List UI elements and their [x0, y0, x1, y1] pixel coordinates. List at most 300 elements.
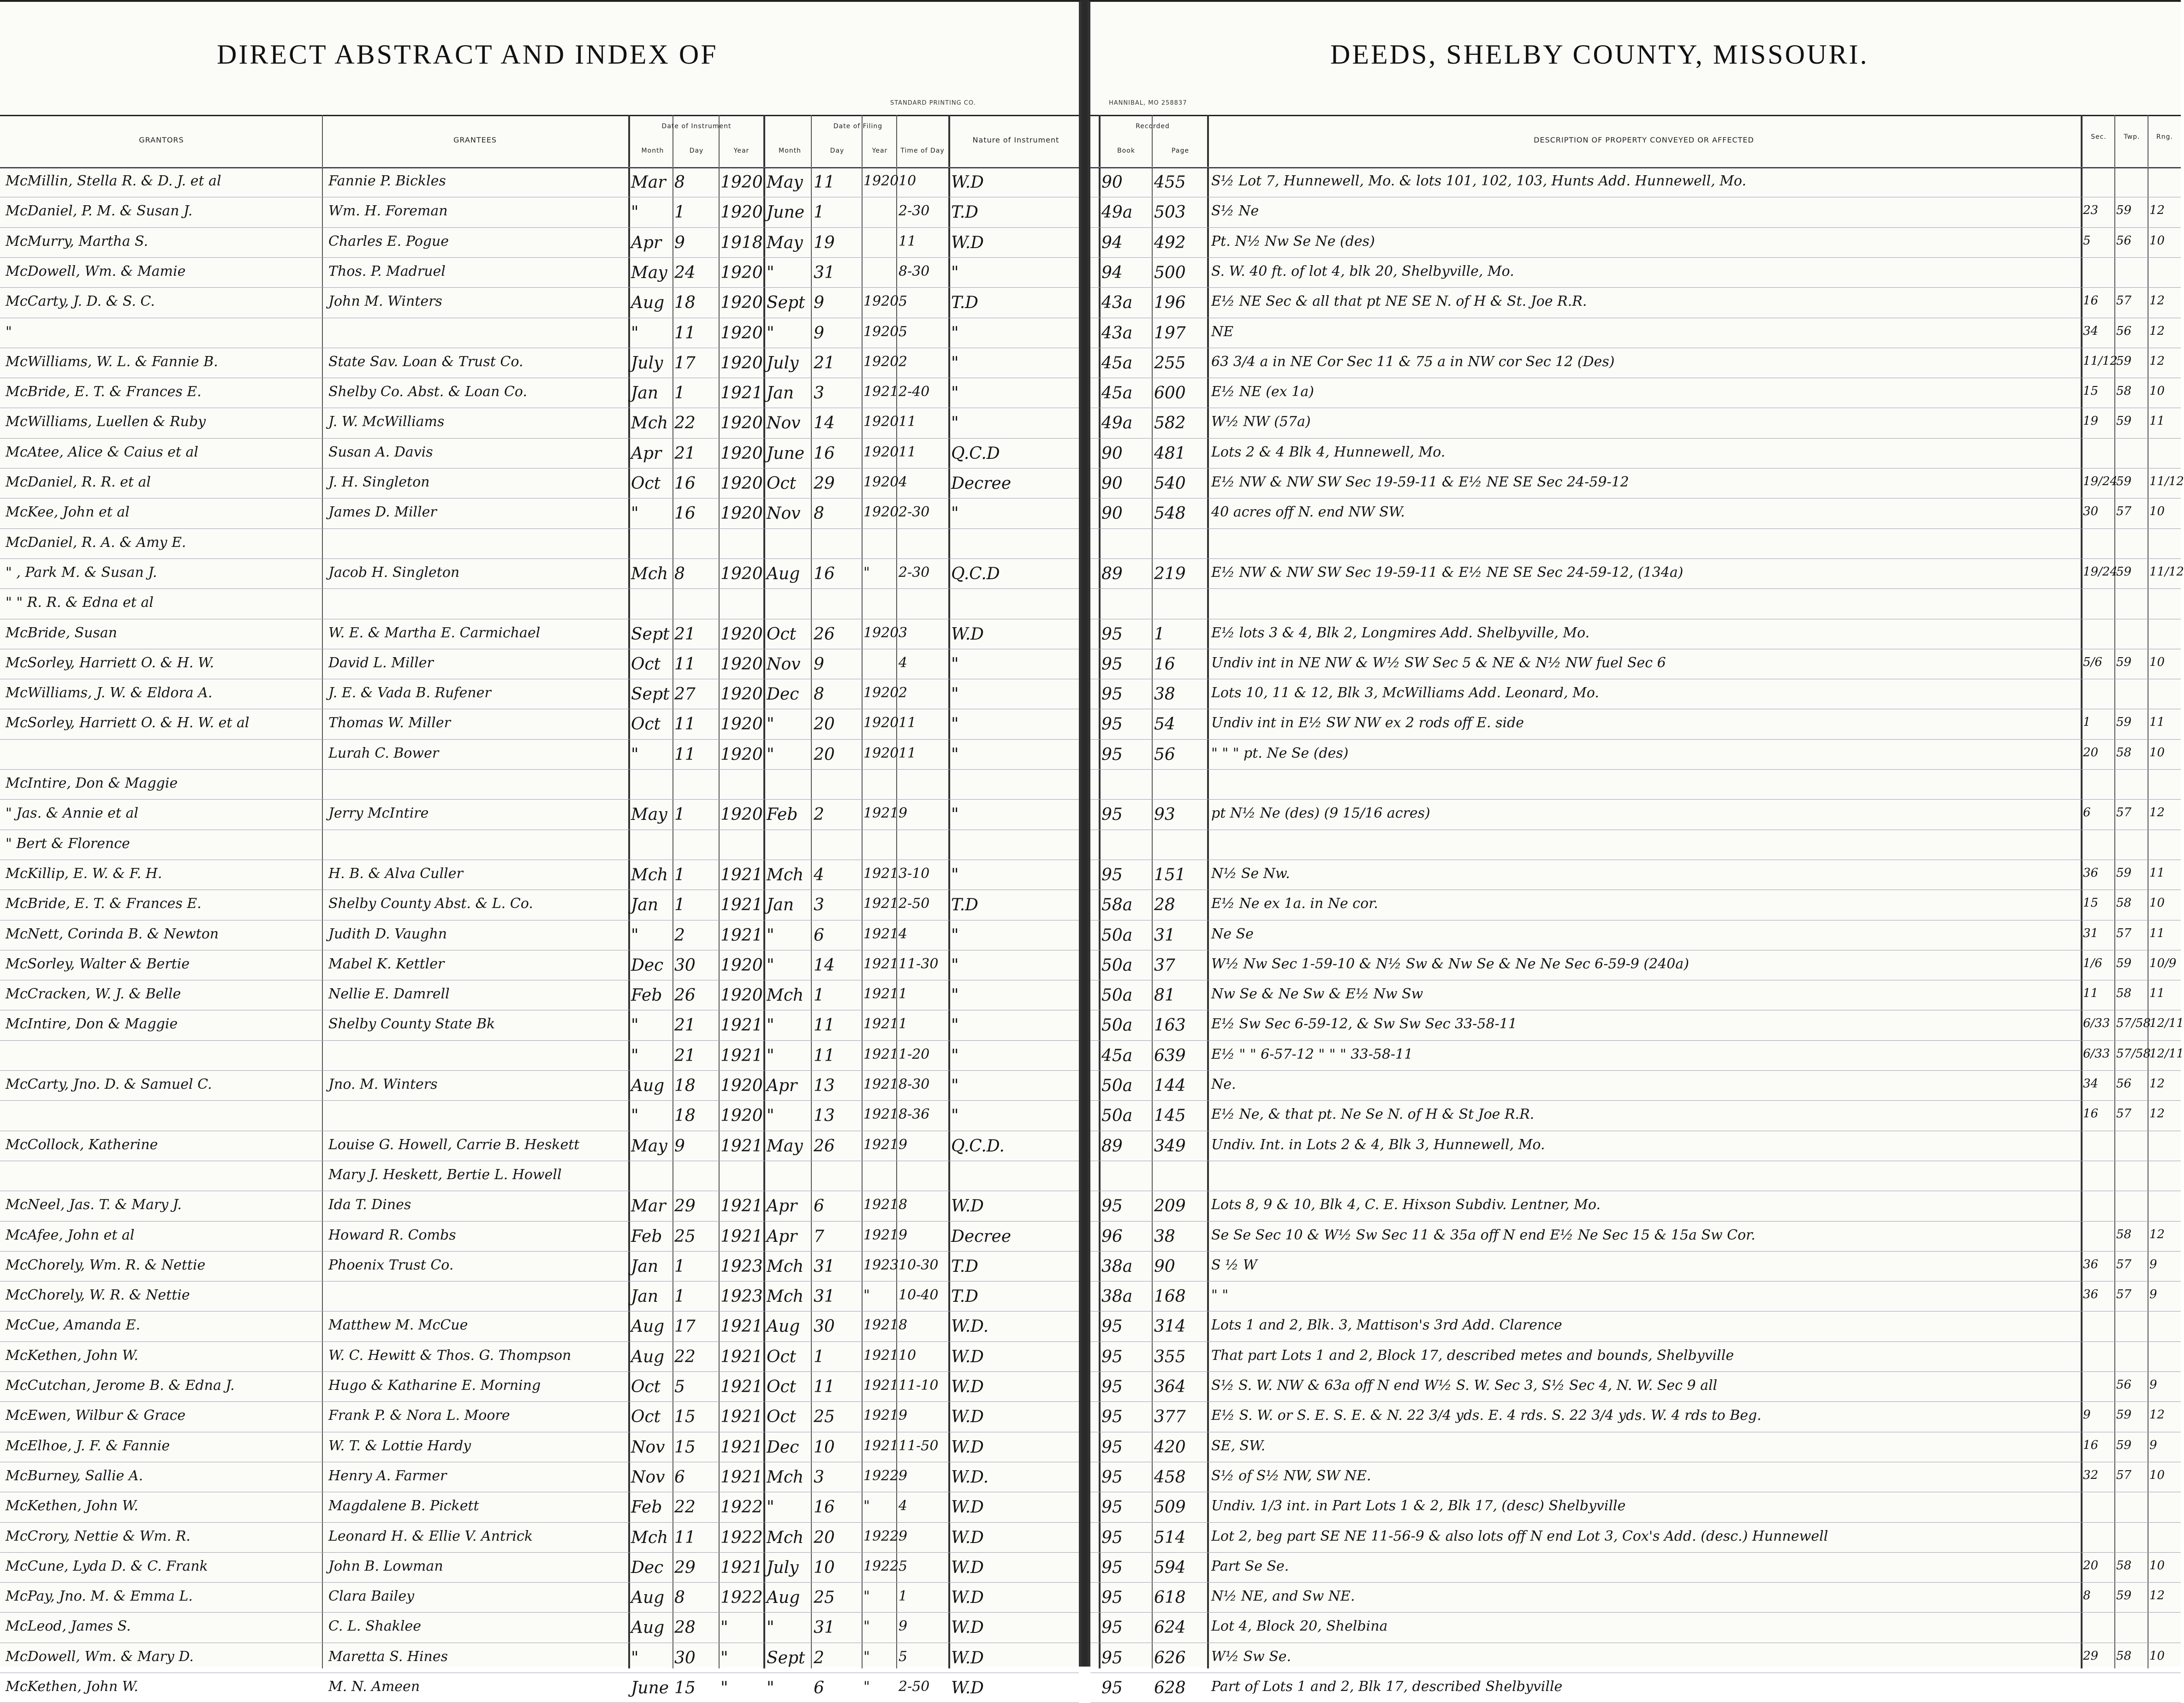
page-cell: 168	[1154, 1287, 1186, 1306]
twp-cell: 59	[2116, 354, 2132, 368]
instrument-month-cell: Mch	[631, 1528, 668, 1547]
grantee-cell: Mary J. Heskett, Bertie L. Howell	[328, 1167, 562, 1183]
twp-cell: 57	[2116, 1107, 2132, 1121]
instrument-year-cell: 1920	[720, 474, 763, 493]
nature-cell: "	[951, 504, 959, 523]
grantor-cell: McAtee, Alice & Caius et al	[6, 444, 198, 460]
nature-cell: T.D	[951, 293, 979, 312]
ruled-line	[1090, 588, 2181, 589]
nature-cell: Decree	[951, 474, 1012, 493]
book-cell: 95	[1101, 1438, 1123, 1457]
grantee-cell: Hugo & Katharine E. Morning	[328, 1377, 541, 1394]
ruled-line	[1090, 1100, 2181, 1101]
book-cell: 58a	[1101, 896, 1133, 914]
grantor-cell: McCarty, Jno. D. & Samuel C.	[6, 1076, 212, 1092]
filing-month-cell: Dec	[767, 685, 799, 704]
instrument-year-cell: 1920	[720, 293, 763, 312]
description-cell: Lots 1 and 2, Blk. 3, Mattison's 3rd Add. Clarence	[1211, 1317, 1562, 1333]
filing-year-cell: 1921	[863, 1227, 899, 1243]
description-cell: E½ " " 6-57-12 " " " 33-58-11	[1211, 1046, 1413, 1062]
time-of-day-cell: 11-50	[899, 1438, 939, 1454]
instrument-month-cell: Aug	[631, 1618, 665, 1637]
ruled-line	[1090, 438, 2181, 439]
instrument-day-cell: 30	[674, 1649, 696, 1667]
nature-cell: Decree	[951, 1227, 1012, 1246]
ruled-line	[1090, 1522, 2181, 1523]
page-cell: 197	[1154, 324, 1186, 343]
grantee-cell: C. L. Shaklee	[328, 1618, 421, 1634]
instrument-year-cell: 1921	[720, 1046, 763, 1065]
instrument-year-cell: 1921	[720, 1468, 763, 1487]
rng-cell: 12	[2149, 354, 2165, 368]
instrument-month-cell: Dec	[631, 956, 664, 975]
instrument-day-cell: 27	[674, 685, 696, 704]
filing-day-cell: 6	[814, 926, 824, 945]
filing-day-cell: 11	[814, 1377, 835, 1396]
book-cell: 50a	[1101, 1076, 1133, 1095]
rng-cell: 10/9	[2149, 956, 2177, 970]
instrument-month-cell: "	[631, 926, 639, 945]
page-cell: 455	[1154, 173, 1186, 192]
description-cell: NE	[1211, 324, 1234, 340]
filing-day-cell: 30	[814, 1317, 835, 1336]
filing-month-cell: "	[767, 1046, 774, 1065]
filing-month-cell: Oct	[767, 474, 797, 493]
filing-year-cell: 1921	[863, 805, 899, 821]
grantor-cell: McKee, John et al	[6, 504, 130, 520]
filing-day-cell: 20	[814, 1528, 835, 1547]
time-of-day-cell: 8-30	[899, 1076, 930, 1092]
book-cell: 95	[1101, 1347, 1123, 1366]
ruled-line	[1090, 769, 2181, 770]
page-cell: 37	[1154, 956, 1175, 975]
filing-year-cell: 1920	[863, 625, 899, 641]
filing-month-cell: Aug	[767, 1588, 800, 1607]
twp-cell: 57	[2116, 504, 2132, 518]
rng-cell: 10	[2149, 896, 2165, 910]
book-cell: 95	[1101, 685, 1123, 704]
ruled-line	[1090, 1612, 2181, 1613]
time-of-day-cell: 2-40	[899, 384, 930, 400]
grantee-cell: Jacob H. Singleton	[328, 564, 460, 581]
ruled-line	[1090, 1221, 2181, 1222]
sec-cell: 5/6	[2083, 655, 2102, 669]
description-cell: Undiv int in E½ SW NW ex 2 rods off E. side	[1211, 715, 1524, 731]
instrument-month-cell: May	[631, 805, 667, 824]
filing-month-cell: Mch	[767, 866, 804, 884]
filing-month-cell: Nov	[767, 504, 801, 523]
ruled-line	[0, 257, 1079, 258]
nature-cell: W.D	[951, 625, 984, 644]
grantor-cell: McSorley, Harriett O. & H. W.	[6, 655, 214, 671]
description-cell: E½ NE (ex 1a)	[1211, 384, 1314, 400]
sec-cell: 1	[2083, 715, 2091, 729]
page-cell: 540	[1154, 474, 1186, 493]
rng-cell: 10	[2149, 1468, 2165, 1482]
sec-cell: 11	[2083, 986, 2099, 1000]
page-cell: 151	[1154, 866, 1186, 884]
page-cell: 639	[1154, 1046, 1186, 1065]
page-cell: 594	[1154, 1558, 1186, 1577]
description-cell: That part Lots 1 and 2, Block 17, described metes and bounds, Shelbyville	[1211, 1347, 1734, 1364]
nature-cell: "	[951, 324, 959, 343]
description-cell: Lots 8, 9 & 10, Blk 4, C. E. Hixson Subdiv. Lentner, Mo.	[1211, 1197, 1601, 1213]
ruled-line	[0, 528, 1079, 529]
book-cell: 95	[1101, 1558, 1123, 1577]
nature-cell: T.D	[951, 1257, 979, 1276]
instrument-year-cell: 1920	[720, 504, 763, 523]
sec-cell: 19/24	[2083, 565, 2118, 579]
grantor-cell: "	[6, 324, 12, 340]
time-of-day-cell: 8-36	[899, 1106, 930, 1122]
inst-month-header: Month	[641, 147, 664, 154]
instrument-day-cell: 11	[674, 715, 696, 734]
time-of-day-header: Time of Day	[900, 147, 945, 154]
filing-year-cell: 1920	[863, 293, 899, 309]
book-cell: 96	[1101, 1227, 1123, 1246]
instrument-year-cell: 1918	[720, 233, 763, 252]
filing-year-cell: "	[863, 1679, 870, 1695]
filing-month-cell: Aug	[767, 1317, 800, 1336]
description-cell: SE, SW.	[1211, 1438, 1266, 1454]
ruled-line	[1090, 287, 2181, 288]
book-cell: 95	[1101, 805, 1123, 824]
instrument-year-cell: 1922	[720, 1498, 763, 1517]
date-filing-header: Date of Filing	[833, 123, 883, 130]
description-cell: Lot 2, beg part SE NE 11-56-9 & also lots off N end Lot 3, Cox's Add. (desc.) Hunnewell	[1211, 1528, 1828, 1544]
twp-cell: 56	[2116, 234, 2132, 248]
nature-cell: W.D.	[951, 1468, 989, 1487]
filing-year-cell: 1921	[863, 1076, 899, 1092]
page-cell: 458	[1154, 1468, 1186, 1487]
time-of-day-cell: 9	[899, 1227, 908, 1243]
grantee-cell: Susan A. Davis	[328, 444, 433, 460]
filing-day-cell: 3	[814, 896, 824, 914]
description-cell: " "	[1211, 1287, 1229, 1303]
instrument-year-cell: 1920	[720, 745, 763, 764]
description-cell: E½ Sw Sec 6-59-12, & Sw Sw Sec 33-58-11	[1211, 1016, 1517, 1032]
description-cell: Undiv int in NE NW & W½ SW Sec 5 & NE & N½ NW fuel Sec 6	[1211, 655, 1666, 671]
filing-month-cell: Oct	[767, 1377, 797, 1396]
twp-cell: 59	[2116, 475, 2132, 488]
instrument-month-cell: Mch	[631, 564, 668, 583]
filing-year-cell: "	[863, 1498, 870, 1514]
ruled-line	[1090, 468, 2181, 469]
grantor-cell: McChorely, Wm. R. & Nettie	[6, 1257, 206, 1273]
filing-year-cell: 1920	[863, 354, 899, 370]
rng-cell: 11/12	[2149, 475, 2184, 488]
filing-month-cell: Mch	[767, 1257, 804, 1276]
time-of-day-cell: 2-50	[899, 1679, 930, 1695]
filing-year-cell: 1921	[863, 1347, 899, 1364]
filing-day-cell: 21	[814, 354, 835, 373]
ruled-line	[1090, 528, 2181, 529]
filing-day-cell: 2	[814, 1649, 824, 1667]
instrument-day-cell: 1	[674, 203, 685, 222]
filing-year-cell: 1920	[863, 745, 899, 761]
instrument-year-cell: 1921	[720, 1407, 763, 1426]
sec-cell: 15	[2083, 384, 2099, 398]
instrument-month-cell: "	[631, 324, 639, 343]
instrument-year-cell: 1921	[720, 1377, 763, 1396]
time-of-day-cell: 1-20	[899, 1046, 930, 1062]
filing-year-cell: 1921	[863, 1197, 899, 1213]
filing-day-cell: 2	[814, 805, 824, 824]
twp-cell: 58	[2116, 896, 2132, 910]
sec-cell: 6/33	[2083, 1016, 2110, 1030]
filing-year-cell: 1920	[863, 444, 899, 460]
description-cell: S. W. 40 ft. of lot 4, blk 20, Shelbyville, Mo.	[1211, 263, 1514, 279]
nature-cell: T.D	[951, 203, 979, 222]
description-cell: S ½ W	[1211, 1257, 1257, 1273]
page-cell: 548	[1154, 504, 1186, 523]
instrument-year-cell: 1920	[720, 986, 763, 1005]
filing-month-cell: Mch	[767, 986, 804, 1005]
ruled-line	[1090, 227, 2181, 228]
filing-year-cell: 1920	[863, 504, 899, 520]
nature-cell: "	[951, 745, 959, 764]
page-cell: 582	[1154, 414, 1186, 433]
nature-cell: W.D	[951, 1498, 984, 1517]
instrument-year-cell: 1922	[720, 1528, 763, 1547]
time-of-day-cell: 4	[899, 926, 908, 942]
description-cell: E½ NW & NW SW Sec 19-59-11 & E½ NE SE Sec 24-59-12	[1211, 474, 1629, 490]
ruled-line	[0, 1100, 1079, 1101]
grantee-cell: Wm. H. Foreman	[328, 203, 448, 219]
time-of-day-cell: 11	[899, 745, 916, 761]
nature-cell: Q.C.D	[951, 444, 1000, 463]
sec-cell: 20	[2083, 746, 2099, 760]
description-cell: S½ of S½ NW, SW NE.	[1211, 1468, 1371, 1484]
filing-year-cell: "	[863, 1618, 870, 1634]
instrument-day-cell: 9	[674, 1137, 685, 1156]
filing-month-cell: June	[767, 203, 805, 222]
grantee-cell: H. B. & Alva Culler	[328, 866, 463, 882]
filing-month-cell: "	[767, 1106, 774, 1125]
nature-cell: "	[951, 866, 959, 884]
time-of-day-cell: 9	[899, 805, 908, 821]
instrument-month-cell: Jan	[631, 896, 659, 914]
filing-year-cell: "	[863, 564, 870, 581]
instrument-day-cell: 28	[674, 1618, 696, 1637]
instrument-day-cell: 22	[674, 1347, 696, 1366]
page-cell: 600	[1154, 384, 1186, 403]
instrument-year-cell: 1921	[720, 896, 763, 914]
nature-cell: W.D	[951, 1649, 984, 1667]
filing-month-cell: June	[767, 444, 805, 463]
twp-cell: 59	[2116, 1589, 2132, 1602]
description-cell: Pt. N½ Nw Se Ne (des)	[1211, 233, 1375, 249]
description-cell: Lot 4, Block 20, Shelbina	[1211, 1618, 1388, 1634]
grantor-cell: McCue, Amanda E.	[6, 1317, 141, 1333]
page-cell: 500	[1154, 263, 1186, 282]
nature-cell: "	[951, 384, 959, 403]
book-cell: 95	[1101, 1468, 1123, 1487]
sec-cell: 36	[2083, 1258, 2099, 1271]
grantee-cell: Henry A. Farmer	[328, 1468, 447, 1484]
filing-month-cell: May	[767, 233, 803, 252]
filing-month-cell: "	[767, 1498, 774, 1517]
instrument-year-cell: 1922	[720, 1588, 763, 1607]
book-cell: 95	[1101, 715, 1123, 734]
filing-day-cell: 6	[814, 1679, 824, 1697]
instrument-month-cell: Aug	[631, 1347, 665, 1366]
filing-year-cell: 1921	[863, 956, 899, 972]
instrument-day-cell: 9	[674, 233, 685, 252]
instrument-month-cell: June	[631, 1679, 669, 1697]
grantee-cell: David L. Miller	[328, 655, 434, 671]
page-cell: 56	[1154, 745, 1175, 764]
twp-cell: 59	[2116, 715, 2132, 729]
nature-cell: "	[951, 805, 959, 824]
filing-day-cell: 16	[814, 444, 835, 463]
twp-cell: 58	[2116, 1559, 2132, 1572]
filing-month-cell: July	[767, 1558, 799, 1577]
grantor-cell: McBride, E. T. & Frances E.	[6, 896, 202, 912]
book-cell: 94	[1101, 263, 1123, 282]
time-of-day-cell: 11-30	[899, 956, 939, 972]
instrument-month-cell: "	[631, 1649, 639, 1667]
twp-cell: 57	[2116, 1258, 2132, 1271]
grantor-cell: McIntire, Don & Maggie	[6, 1016, 178, 1032]
instrument-year-cell: 1920	[720, 173, 763, 192]
instrument-day-cell: 30	[674, 956, 696, 975]
book-cell: 95	[1101, 1317, 1123, 1336]
instrument-month-cell: "	[631, 504, 639, 523]
time-of-day-cell: 2-50	[899, 896, 930, 912]
nature-cell: W.D	[951, 1407, 984, 1426]
ruled-line	[1090, 1341, 2181, 1342]
instrument-month-cell: "	[631, 1106, 639, 1125]
filing-year-cell: 1921	[863, 1438, 899, 1454]
description-cell: Undiv. 1/3 int. in Part Lots 1 & 2, Blk 17, (desc) Shelbyville	[1211, 1498, 1626, 1514]
time-of-day-cell: 4	[899, 474, 908, 490]
left-page	[0, 0, 1082, 1697]
file-month-header: Month	[779, 147, 801, 154]
filing-day-cell: 14	[814, 414, 835, 433]
instrument-day-cell: 16	[674, 474, 696, 493]
description-cell: 63 3/4 a in NE Cor Sec 11 & 75 a in NW cor Sec 12 (Des)	[1211, 354, 1615, 370]
grantee-cell: John B. Lowman	[328, 1558, 443, 1574]
page-cell: 377	[1154, 1407, 1186, 1426]
grantee-cell: Fannie P. Bickles	[328, 173, 446, 189]
grantee-cell: James D. Miller	[328, 504, 437, 520]
time-of-day-cell: 11-10	[899, 1377, 939, 1394]
instrument-day-cell: 2	[674, 926, 685, 945]
instrument-month-cell: Feb	[631, 1498, 662, 1517]
grantor-cell: McCarty, J. D. & S. C.	[6, 293, 155, 309]
filing-month-cell: Mch	[767, 1468, 804, 1487]
filing-year-cell: "	[863, 1649, 870, 1665]
rng-cell: 11	[2149, 926, 2165, 940]
instrument-year-cell: 1920	[720, 715, 763, 734]
ruled-line	[0, 739, 1079, 740]
instrument-month-cell: "	[631, 1016, 639, 1035]
description-cell: Part Se Se.	[1211, 1558, 1289, 1574]
filing-day-cell: 25	[814, 1407, 835, 1426]
filing-year-cell: 1922	[863, 1468, 899, 1484]
ruled-line	[0, 1371, 1079, 1372]
page-cell: 16	[1154, 655, 1175, 674]
instrument-year-cell: 1920	[720, 1106, 763, 1125]
left-page-title: DIRECT ABSTRACT AND INDEX OF	[217, 39, 718, 70]
nature-cell: W.D.	[951, 1317, 989, 1336]
grantee-cell: Nellie E. Damrell	[328, 986, 450, 1002]
instrument-day-cell: 1	[674, 1287, 685, 1306]
instrument-day-cell: 21	[674, 444, 696, 463]
rng-cell: 12	[2149, 806, 2165, 819]
instrument-month-cell: Jan	[631, 384, 659, 403]
grantor-cell: McBurney, Sallie A.	[6, 1468, 143, 1484]
page-cell: 492	[1154, 233, 1186, 252]
sec-cell: 8	[2083, 1589, 2091, 1602]
filing-day-cell: 31	[814, 1287, 835, 1306]
grantor-cell: McWilliams, Luellen & Ruby	[6, 414, 206, 430]
instrument-month-cell: Sept	[631, 685, 670, 704]
filing-year-cell: 1921	[863, 866, 899, 882]
ruled-line	[1090, 558, 2181, 559]
filing-year-cell: 1921	[863, 384, 899, 400]
grantee-cell: J. H. Singleton	[328, 474, 430, 490]
grantor-cell: McKethen, John W.	[6, 1347, 138, 1364]
rng-cell: 12	[2149, 1077, 2165, 1091]
rng-cell: 12	[2149, 1589, 2165, 1602]
instrument-month-cell: Apr	[631, 444, 662, 463]
time-of-day-cell: 2	[899, 354, 908, 370]
filing-month-cell: Aug	[767, 564, 800, 583]
nature-cell: "	[951, 926, 959, 945]
grantor-cell: " , Park M. & Susan J.	[6, 564, 157, 581]
page-cell: 81	[1154, 986, 1175, 1005]
book-cell: 90	[1101, 444, 1123, 463]
filing-day-cell: 10	[814, 1438, 835, 1457]
nature-cell: W.D	[951, 1588, 984, 1607]
filing-year-cell: 1921	[863, 1137, 899, 1153]
grantee-cell: Magdalene B. Pickett	[328, 1498, 479, 1514]
book-cell: 38a	[1101, 1287, 1133, 1306]
instrument-month-cell: Nov	[631, 1468, 665, 1487]
filing-day-cell: 8	[814, 504, 824, 523]
grantor-cell: McDaniel, R. A. & Amy E.	[6, 534, 186, 551]
book-cell: 95	[1101, 866, 1123, 884]
instrument-year-cell: 1923	[720, 1287, 763, 1306]
sec-cell: 20	[2083, 1559, 2099, 1572]
rng-cell: 11	[2149, 866, 2165, 880]
page-cell: 420	[1154, 1438, 1186, 1457]
rng-cell: 12/11	[2149, 1047, 2184, 1061]
page-cell: 38	[1154, 685, 1175, 704]
book-cell: 50a	[1101, 1106, 1133, 1125]
instrument-day-cell: 24	[674, 263, 696, 282]
filing-month-cell: Oct	[767, 1347, 797, 1366]
filing-month-cell: Apr	[767, 1227, 797, 1246]
description-cell: N½ Se Nw.	[1211, 866, 1290, 882]
filing-month-cell: "	[767, 1016, 774, 1035]
rng-cell: 12	[2149, 1228, 2165, 1241]
grantee-cell: Shelby Co. Abst. & Loan Co.	[328, 384, 527, 400]
book-cell: 43a	[1101, 324, 1133, 343]
instrument-day-cell: 6	[674, 1468, 685, 1487]
filing-day-cell: 10	[814, 1558, 835, 1577]
grantee-cell: M. N. Ameen	[328, 1679, 420, 1695]
ruled-line	[0, 1582, 1079, 1583]
filing-year-cell: 1921	[863, 1016, 899, 1032]
time-of-day-cell: 9	[899, 1528, 908, 1544]
twp-cell: 59	[2116, 414, 2132, 428]
instrument-day-cell: 11	[674, 324, 696, 343]
twp-cell: 59	[2116, 565, 2132, 579]
grantee-cell: Thomas W. Miller	[328, 715, 451, 731]
